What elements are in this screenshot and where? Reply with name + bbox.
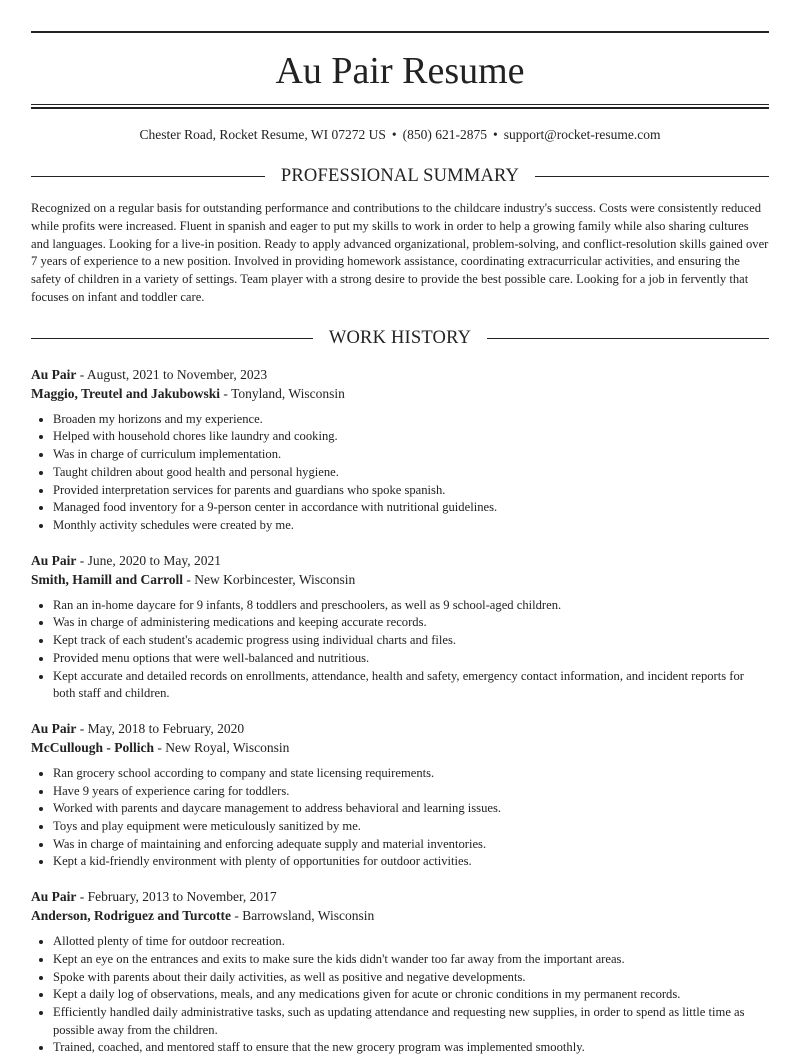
job-bullet-item: • Monthly activity schedules were created by me. [53,517,769,535]
job-bullet-item: • Spoke with parents about their daily activities, as well as positive and negative developments. [53,969,769,987]
job-bullet-item: • Broaden my horizons and my experience. [53,411,769,429]
job-dash: - [76,889,88,905]
job-title: Au Pair [31,889,77,905]
job-title-line [31,719,769,738]
job-bullet-item: • Was in charge of administering medications and keeping accurate records. [53,614,769,632]
job-bullet-item: • Managed food inventory for a 9-person center in accordance with nutritional guidelines. [53,499,769,517]
job-bullet-item: • Kept a kid-friendly environment with plenty of opportunities for outdoor activities. [53,853,769,871]
job-entry [31,719,769,871]
title-double-rule [31,104,769,109]
contact-line [31,126,769,144]
job-bullet-list [31,411,769,535]
heading-rule-right [535,176,769,177]
work-history-list [31,365,769,1057]
job-dash: - [76,366,87,382]
job-dates: February, 2013 to November, 2017 [87,889,277,905]
job-dash: - [76,720,88,736]
job-company-line [31,384,769,403]
job-company-line [31,738,769,757]
job-dates: May, 2018 to February, 2020 [87,720,245,736]
job-bullet-item: • Worked with parents and daycare management to address behavioral and learning issues. [53,800,769,818]
job-entry [31,551,769,703]
job-company-line [31,906,769,925]
contact-address: Chester Road, Rocket Resume, WI 07272 US [139,127,386,142]
heading-rule-right [487,338,769,339]
contact-email: support@rocket-resume.com [503,127,661,142]
job-location: Barrowsland, Wisconsin [242,908,375,924]
job-company: Maggio, Treutel and Jakubowski [31,385,221,401]
job-bullet-item: • Efficiently handled daily administrative tasks, such as updating attendance and requesting new supplies, in order to spend as little time as possible away from the children. [53,1004,769,1039]
job-title-line [31,365,769,384]
job-title: Au Pair [31,366,77,382]
summary-text: Recognized on a regular basis for outstanding performance and contributions to the childcare industry's success. Costs were consistently reduced while profits were increased. Fluent in spanish and eager to put my skills to work in order to help a growing family while also sharing cultures and languages. Looking for a live-in position. Ready to apply advanced organizational, problem-solving, and conflict-resolution skills gained over 7 years of experience to a new position. Involved in providing homework assistance, coordinating extracurricular activities, and ensuring the safety of children in a variety of settings. Team player with a strong desire to provide the best possible care. Looking for a job in fervently that focuses on infant and toddler care. [31,201,769,304]
resume-page [31,31,769,1057]
job-bullet-item: • Provided menu options that were well-balanced and nutritious. [53,650,769,668]
job-bullet-list [31,933,769,1057]
job-bullet-item: • Provided interpretation services for parents and guardians who spoke spanish. [53,482,769,500]
top-rule [31,31,769,33]
job-dash: - [76,552,88,568]
job-bullet-item: • Ran grocery school according to company and state licensing requirements. [53,765,769,783]
job-bullet-item: • Kept track of each student's academic progress using individual charts and files. [53,632,769,650]
job-dash: - [231,908,243,924]
job-company: Smith, Hamill and Carroll [31,571,184,587]
job-bullet-item: • Kept an eye on the entrances and exits to make sure the kids didn't wander too far away from the important areas. [53,951,769,969]
summary-section-heading [31,164,769,188]
job-bullet-item: • Allotted plenty of time for outdoor recreation. [53,933,769,951]
job-location: New Korbincester, Wisconsin [194,571,356,587]
job-dates: August, 2021 to November, 2023 [86,366,268,382]
job-company: McCullough - Pollich [31,739,155,755]
work-heading-label: WORK HISTORY [328,328,472,349]
job-bullet-item: • Toys and play equipment were meticulously sanitized by me. [53,818,769,836]
job-location: Tonyland, Wisconsin [231,385,345,401]
job-bullet-item: • Taught children about good health and personal hygiene. [53,464,769,482]
job-dates: June, 2020 to May, 2021 [87,552,221,568]
job-dash: - [154,739,166,755]
job-title-line [31,551,769,570]
job-bullet-item: • Kept a daily log of observations, meals, and any medications given for acute or chronic conditions in my permanent records. [53,986,769,1004]
job-dash: - [183,571,195,587]
job-bullet-list [31,597,769,703]
job-location: New Royal, Wisconsin [165,739,290,755]
job-title: Au Pair [31,720,77,736]
contact-separator: • [493,127,498,142]
job-bullet-list [31,765,769,871]
job-bullet-item: • Ran an in-home daycare for 9 infants, 8 toddlers and preschoolers, as well as 9 school-aged children. [53,597,769,615]
job-bullet-item: • Trained, coached, and mentored staff to ensure that the new grocery program was implemented smoothly. [53,1039,769,1057]
job-dash: - [220,385,232,401]
job-entry [31,887,769,1057]
work-section-heading [31,327,769,351]
job-bullet-item: • Was in charge of curriculum implementation. [53,446,769,464]
heading-rule-left [31,176,265,177]
job-company: Anderson, Rodriguez and Turcotte [31,908,232,924]
job-bullet-item: • Have 9 years of experience caring for toddlers. [53,783,769,801]
job-bullet-item: • Was in charge of maintaining and enforcing adequate supply and material inventories. [53,836,769,854]
contact-phone: (850) 621-2875 [402,127,488,142]
job-bullet-item: • Kept accurate and detailed records on enrollments, attendance, health and safety, emergency contact information, and incident reports for both staff and children. [53,668,769,703]
job-bullet-item: • Helped with household chores like laundry and cooking. [53,428,769,446]
resume-title: Au Pair Resume [275,50,525,92]
contact-separator: • [391,127,397,142]
job-title-line [31,887,769,906]
summary-heading-label: PROFESSIONAL SUMMARY [280,165,520,186]
job-company-line [31,570,769,589]
job-title: Au Pair [31,552,77,568]
job-entry [31,365,769,535]
heading-rule-left [31,338,313,339]
